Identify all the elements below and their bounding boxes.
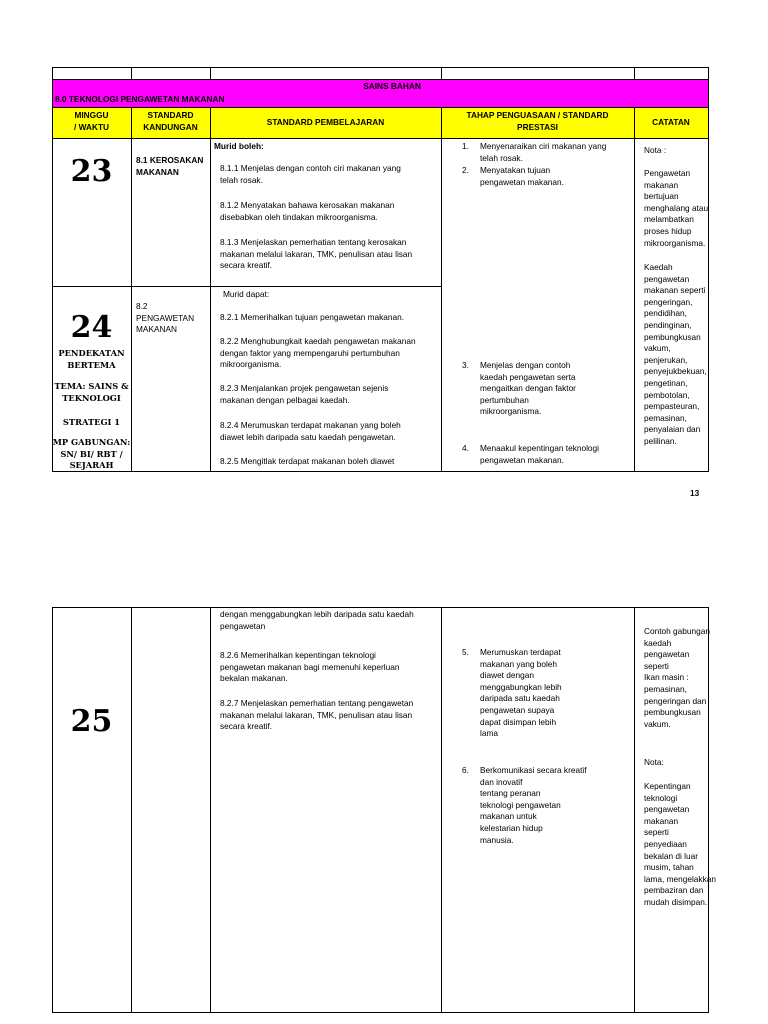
- sp-intro-murid-dapat: Murid dapat:: [223, 289, 270, 299]
- header-catatan: CATATAN: [652, 117, 690, 127]
- catatan-nota-2: Nota:: [644, 757, 664, 767]
- subject-title: SAINS BAHAN: [363, 81, 421, 91]
- tp-4: Menaakul kepentingan teknologi pengawetan makanan.: [480, 443, 600, 465]
- tp-1: Menyenaraikan ciri makanan yang telah rosak.: [480, 141, 607, 163]
- catatan-contoh-gabungan: Contoh gabungan kaedah pengawetan seperti Ikan masin : pemasinan, pengeringan dan pembungkusan vakum.: [644, 626, 710, 729]
- sp-8-2-6: 8.2.6 Memerihalkan kepentingan teknologi pengawetan makanan bagi memenuhi keperluan bekalan makanan.: [220, 650, 400, 684]
- week-number-23: 23: [70, 154, 113, 189]
- sp-8-1-3: 8.1.3 Menjelaskan pemerhatian tentang kerosakan makanan melalui lakaran, TMK, penulisan atau lisan secara kreatif.: [220, 237, 413, 271]
- tp-2: Menyatakan tujuan pengawetan makanan.: [480, 165, 564, 187]
- header-tahap-penguasaan: TAHAP PENGUASAAN / STANDARD PRESTASI: [466, 110, 609, 132]
- catatan-kepentingan: Kepentingan teknologi pengawetan makanan seperti penyediaan bekalan di luar musim, tahan lama, mengelakkan pembaziran dan mudah disimpan.: [644, 781, 716, 907]
- catatan-nota: Nota :: [644, 145, 667, 155]
- tp-3: Menjelas dengan contoh kaedah pengawetan serta mengaitkan dengan faktor pertumbuhan mikroorganisma.: [480, 360, 576, 417]
- catatan-kaedah: Kaedah pengawetan makanan seperti pengeringan, pendidihan, pendinginan, pembungkusan vakum, penjerukan, penyejukbekuan, pengetinan, pembotolan, pempasteuran, pemasinan, penyalaian dan pelilinan.: [644, 262, 707, 446]
- sp-8-2-1: 8.2.1 Memerihalkan tujuan pengawetan makanan.: [220, 312, 405, 322]
- catatan-pengawetan: Pengawetan makanan bertujuan menghalang atau melambatkan proses hidup mikroorganisma.: [644, 168, 709, 248]
- header-minggu: MINGGU / WAKTU: [73, 110, 110, 132]
- page-number: 13: [690, 488, 700, 498]
- sp-8-1-2: 8.1.2 Menyatakan bahawa kerosakan makanan disebabkan oleh tindakan mikroorganisma.: [220, 200, 395, 222]
- kandungan-8-1: 8.1 KEROSAKAN MAKANAN: [136, 155, 204, 177]
- tp-5-number: 5.: [462, 647, 469, 657]
- week-number-25: 25: [70, 704, 113, 739]
- tp-4-number: 4.: [462, 443, 469, 453]
- tp-6: Berkomunikasi secara kreatif dan inovatif tentang peranan teknologi pengawetan makanan untuk kelestarian hidup manusia.: [480, 765, 587, 845]
- sp-8-2-4: 8.2.4 Merumuskan terdapat makanan yang boleh diawet lebih daripada satu kaedah pengawetan.: [220, 420, 401, 442]
- tp-2-number: 2.: [462, 165, 469, 175]
- header-standard-pembelajaran: STANDARD PEMBELAJARAN: [266, 117, 385, 127]
- sp-8-2-3: 8.2.3 Menjalankan projek pengawetan sejenis makanan dengan pelbagai kaedah.: [220, 383, 389, 405]
- pendekatan-bertema: PENDEKATAN BERTEMA: [58, 348, 125, 370]
- tp-3-number: 3.: [462, 360, 469, 370]
- strategi: STRATEGI 1: [62, 417, 121, 427]
- header-standard-kandungan: STANDARD KANDUNGAN: [143, 110, 198, 132]
- section-title: 8.0 TEKNOLOGI PENGAWETAN MAKANAN: [55, 94, 225, 104]
- sp-8-2-5-continued: dengan menggabungkan lebih daripada satu kaedah pengawetan: [220, 609, 414, 631]
- sp-8-2-5: 8.2.5 Mengitlak terdapat makanan boleh diawet: [220, 456, 395, 466]
- sp-8-1-1: 8.1.1 Menjelas dengan contoh ciri makanan yang telah rosak.: [220, 163, 401, 185]
- tp-5: Merumuskan terdapat makanan yang boleh diawet dengan menggabungkan lebih daripada satu kaedah pengawetan supaya dapat disimpan lebih lama: [480, 647, 562, 739]
- tp-1-number: 1.: [462, 141, 469, 151]
- sp-8-2-2: 8.2.2 Menghubungkait kaedah pengawetan makanan dengan faktor yang mempengaruhi pertumbuhan mikroorganisma.: [220, 336, 416, 370]
- tema-sains-teknologi: TEMA: SAINS & TEKNOLOGI: [54, 381, 129, 403]
- kandungan-8-2: 8.2 PENGAWETAN MAKANAN: [136, 301, 195, 335]
- sp-intro-murid-boleh: Murid boleh:: [214, 141, 264, 151]
- week-number-24: 24: [70, 310, 113, 345]
- sp-8-2-7: 8.2.7 Menjelaskan pemerhatian tentang pengawetan makanan melalui lakaran, TMK, penulisan atau lisan secara kreatif.: [220, 698, 414, 732]
- mp-gabungan: MP GABUNGAN: SN/ BI/ RBT / SEJARAH: [52, 437, 131, 471]
- tp-6-number: 6.: [462, 765, 469, 775]
